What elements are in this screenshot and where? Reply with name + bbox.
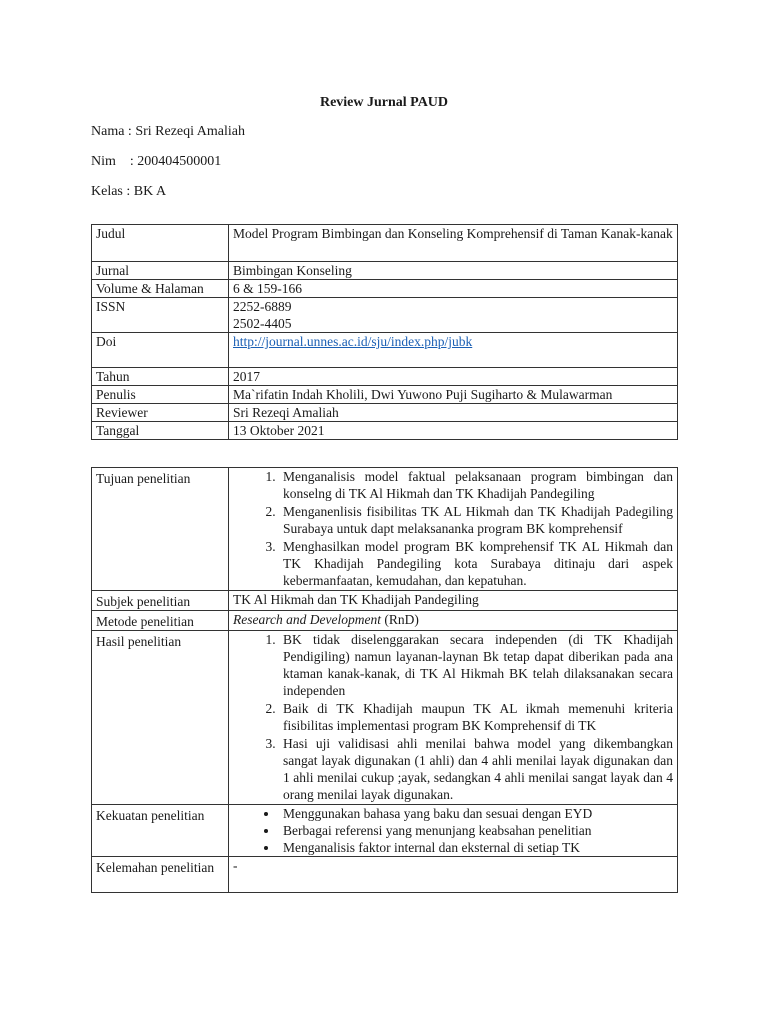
list-item: • Menggunakan bahasa yang baku dan sesuai dengan EYD	[279, 805, 673, 822]
table-row	[92, 805, 678, 857]
table-row	[92, 611, 678, 631]
row-key: Subjek penelitian	[92, 591, 229, 611]
table-row	[92, 368, 678, 386]
table-row	[92, 404, 678, 422]
nim-line	[91, 154, 221, 170]
nama-value: Sri Rezeqi Amaliah	[135, 124, 245, 139]
row-value: Ma`rifatin Indah Kholili, Dwi Yuwono Puji Sugiharto & Mulawarman	[229, 386, 678, 404]
row-key: Tanggal	[92, 422, 229, 440]
method-name: Research and Development	[233, 612, 381, 627]
row-key: Kelemahan penelitian	[92, 857, 229, 893]
row-value: 13 Oktober 2021	[229, 422, 678, 440]
review-table	[91, 467, 678, 893]
list-item: 3. Hasi uji validisasi ahli menilai bahwa model yang dikembangkan sangat layak digunakan (1 ahli) dan 4 ahli menilai layak digunakan dan 1 ahli menilai cukup ;ayak, sedangkan 4 ahli menilai sangat layak dan 4 orang menilai layak digunakan.	[279, 735, 673, 803]
table-row	[92, 225, 678, 262]
row-key: Judul	[92, 225, 229, 262]
table-row	[92, 333, 678, 368]
row-value: 2017	[229, 368, 678, 386]
nim-value: 200404500001	[137, 154, 222, 169]
row-key: Tujuan penelitian	[92, 468, 229, 591]
kekuatan-list	[233, 805, 673, 856]
row-key: ISSN	[92, 298, 229, 333]
row-value	[229, 333, 678, 368]
row-value	[229, 611, 678, 631]
list-item: 2. Menganenlisis fisibilitas TK AL Hikmah dan TK Khadijah Padegiling Surabaya untuk dapt melaksananka program BK komprehensif	[279, 503, 673, 537]
row-value	[229, 805, 678, 857]
journal-info-table	[91, 224, 678, 440]
doi-link[interactable]: http://journal.unnes.ac.id/sju/index.php/jubk	[233, 334, 473, 349]
table-row	[92, 280, 678, 298]
row-key: Metode penelitian	[92, 611, 229, 631]
kelas-value: BK A	[133, 184, 167, 199]
row-value: 6 & 159-166	[229, 280, 678, 298]
row-value: Bimbingan Konseling	[229, 262, 678, 280]
row-value: TK Al Hikmah dan TK Khadijah Pandegiling	[229, 591, 678, 611]
hasil-list	[233, 631, 673, 803]
list-item: • Berbagai referensi yang menunjang keabsahan penelitian	[279, 822, 673, 839]
table-row	[92, 631, 678, 805]
list-item: 2. Baik di TK Khadijah maupun TK AL ikmah memenuhi kriteria fisibilitas implementasi program BK Komprehensif di TK	[279, 700, 673, 734]
table-row	[92, 422, 678, 440]
list-item: • Menganalisis faktor internal dan eksternal di setiap TK	[279, 839, 673, 856]
row-key: Tahun	[92, 368, 229, 386]
table-row	[92, 298, 678, 333]
row-value	[229, 631, 678, 805]
row-key: Hasil penelitian	[92, 631, 229, 805]
table-row	[92, 468, 678, 591]
tujuan-list	[233, 468, 673, 589]
list-item: 3. Menghasilkan model program BK komprehensif TK AL Hikmah dan TK Khadijah Pandegiling kota Surabaya ditinaju dari aspek kebermanfaatan, kemudahan, dan kepatuhan.	[279, 538, 673, 589]
table-row	[92, 262, 678, 280]
row-key: Kekuatan penelitian	[92, 805, 229, 857]
page-title: Review Jurnal PAUD	[319, 95, 449, 110]
row-value: -	[229, 857, 678, 893]
row-key: Penulis	[92, 386, 229, 404]
table-row	[92, 386, 678, 404]
nama-label: Nama :	[91, 124, 136, 139]
issn-online: 2502-4405	[233, 316, 292, 331]
table-row	[92, 857, 678, 893]
row-value	[229, 298, 678, 333]
row-value	[229, 468, 678, 591]
nama-line	[91, 124, 245, 140]
kelas-line	[91, 184, 166, 200]
table-row	[92, 591, 678, 611]
row-key: Doi	[92, 333, 229, 368]
nim-label: Nim :	[91, 154, 138, 169]
row-key: Reviewer	[92, 404, 229, 422]
list-item: 1. Menganalisis model faktual pelaksanaan program bimbingan dan konselng di TK Al Hikmah dan TK Khadijah Pandegiling	[279, 468, 673, 502]
issn-print: 2252-6889	[233, 299, 292, 314]
row-value: Model Program Bimbingan dan Konseling Komprehensif di Taman Kanak-kanak	[229, 225, 678, 262]
kelas-label: Kelas :	[91, 184, 134, 199]
list-item: 1. BK tidak diselenggarakan secara independen (di TK Khadijah Pendigiling) namun layanan-laynan Bk tetap dapat diberikan pada ana ktaman kanak-kanak, di TK Al Hikmah BK telah dilaksanakan secara independen	[279, 631, 673, 699]
row-key: Volume & Halaman	[92, 280, 229, 298]
row-value: Sri Rezeqi Amaliah	[229, 404, 678, 422]
method-abbr: (RnD)	[380, 612, 419, 627]
row-key: Jurnal	[92, 262, 229, 280]
